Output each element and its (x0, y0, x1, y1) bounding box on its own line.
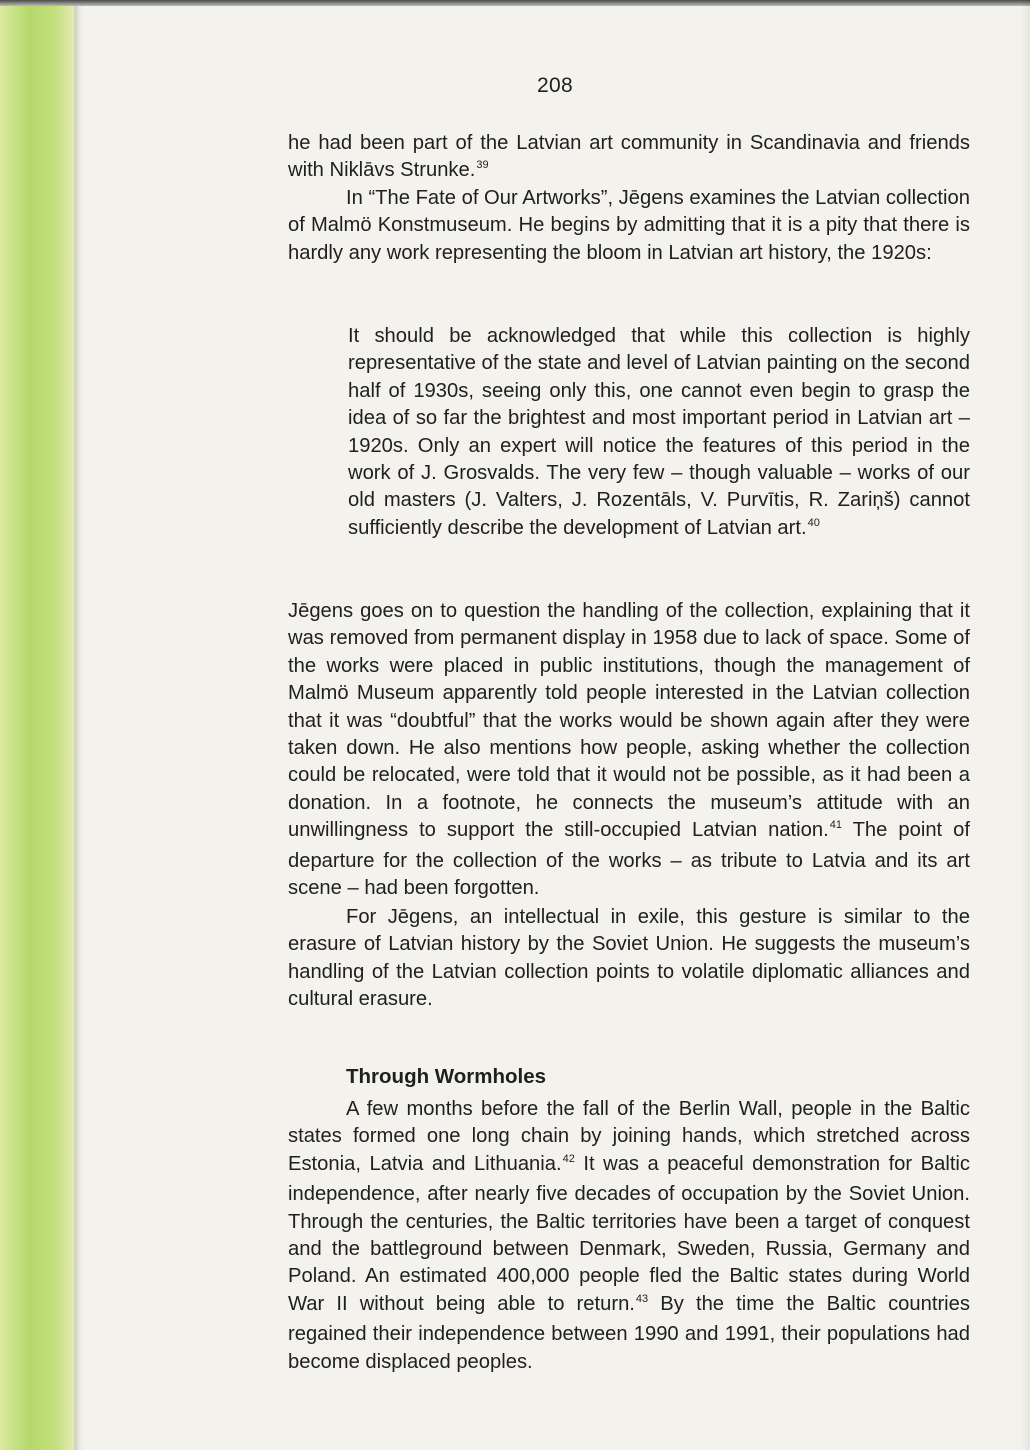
binding-shadow (74, 0, 84, 1450)
paragraph-3-text-b: The point of departure for the collection of the works – as tribute to Latvia and its art scene – had been forgotten. (288, 819, 971, 900)
paragraph-2 (288, 185, 970, 267)
block-quote (348, 323, 970, 545)
paragraph-3 (288, 598, 970, 902)
page-edge-green (0, 0, 78, 1450)
paragraph-5-text-b: It was a peaceful demonstration for Baltic independence, after nearly five decades of occupation by the Soviet Union. Through the centuries, the Baltic territories have been a target of conquest and the battleground between Denmark, Sweden, Russia, Germany and Poland. An estimated 400,000 people fled the Baltic states during World War II without being able to return. (288, 1152, 971, 1315)
paragraph-5 (288, 1096, 970, 1376)
paragraph-1 (288, 130, 970, 188)
section-heading: Through Wormholes (346, 1065, 547, 1088)
scan-right-edge (1020, 0, 1030, 1450)
footnote-ref-41[interactable]: 41 (829, 819, 842, 832)
paragraph-4-text: For Jēgens, an intellectual in exile, this gesture is similar to the erasure of Latvian history by the Soviet Union. He suggests the museum’s handling of the Latvian collection points to volatile diplomatic alliances and cultural erasure. (288, 906, 970, 1011)
paragraph-5-text-c: By the time the Baltic countries regained their independence between 1990 and 1991, their populations had become displaced peoples. (288, 1292, 970, 1373)
paragraph-4 (288, 904, 970, 1014)
page-number: 208 (537, 74, 573, 97)
footnote-ref-43[interactable]: 43 (635, 1292, 649, 1305)
footnote-ref-42[interactable]: 42 (562, 1152, 575, 1165)
paragraph-2-text: In “The Fate of Our Artworks”, Jēgens examines the Latvian collection of Malmö Konstmuseum. He begins by admitting that it is a pity that there is hardly any work representing the bloom in Latvian art history, the 1920s: (288, 187, 970, 264)
paragraph-1-text: he had been part of the Latvian art community in Scandinavia and friends with Niklāvs Strunke. (288, 132, 970, 182)
scan-top-edge (0, 0, 1030, 6)
block-quote-text: It should be acknowledged that while this collection is highly representative of the state and level of Latvian painting on the second half of 1930s, seeing only this, one cannot even begin to grasp the idea of so far the brightest and most important period in Latvian art – 1920s. Only an expert will notice the features of this period in the work of J. Grosvalds. The very few – though valuable – works of our old masters (J. Valters, J. Rozentāls, V. Purvītis, R. Zariņš) cannot sufficiently describe the development of Latvian art. (348, 325, 970, 539)
footnote-ref-39[interactable]: 39 (476, 159, 489, 172)
paragraph-3-text-a: Jēgens goes on to question the handling of the collection, explaining that it was removed from permanent display in 1958 due to lack of space. Some of the works were placed in public institutions, though the management of Malmö Museum apparently told people interested in the Latvian collection that it was “doubtful” that the works would be shown again after they were taken down. He also mentions how people, asking whether the collection could be relocated, were told that it would not be possible, as it had been a donation. In a footnote, he connects the museum’s attitude with an unwillingness to support the still-occupied Latvian nation. (288, 600, 970, 842)
footnote-ref-40[interactable]: 40 (807, 516, 820, 529)
paragraph-5-text-a: A few months before the fall of the Berlin Wall, people in the Baltic states formed one long chain by joining hands, which stretched across Estonia, Latvia and Lithuania. (288, 1098, 970, 1175)
